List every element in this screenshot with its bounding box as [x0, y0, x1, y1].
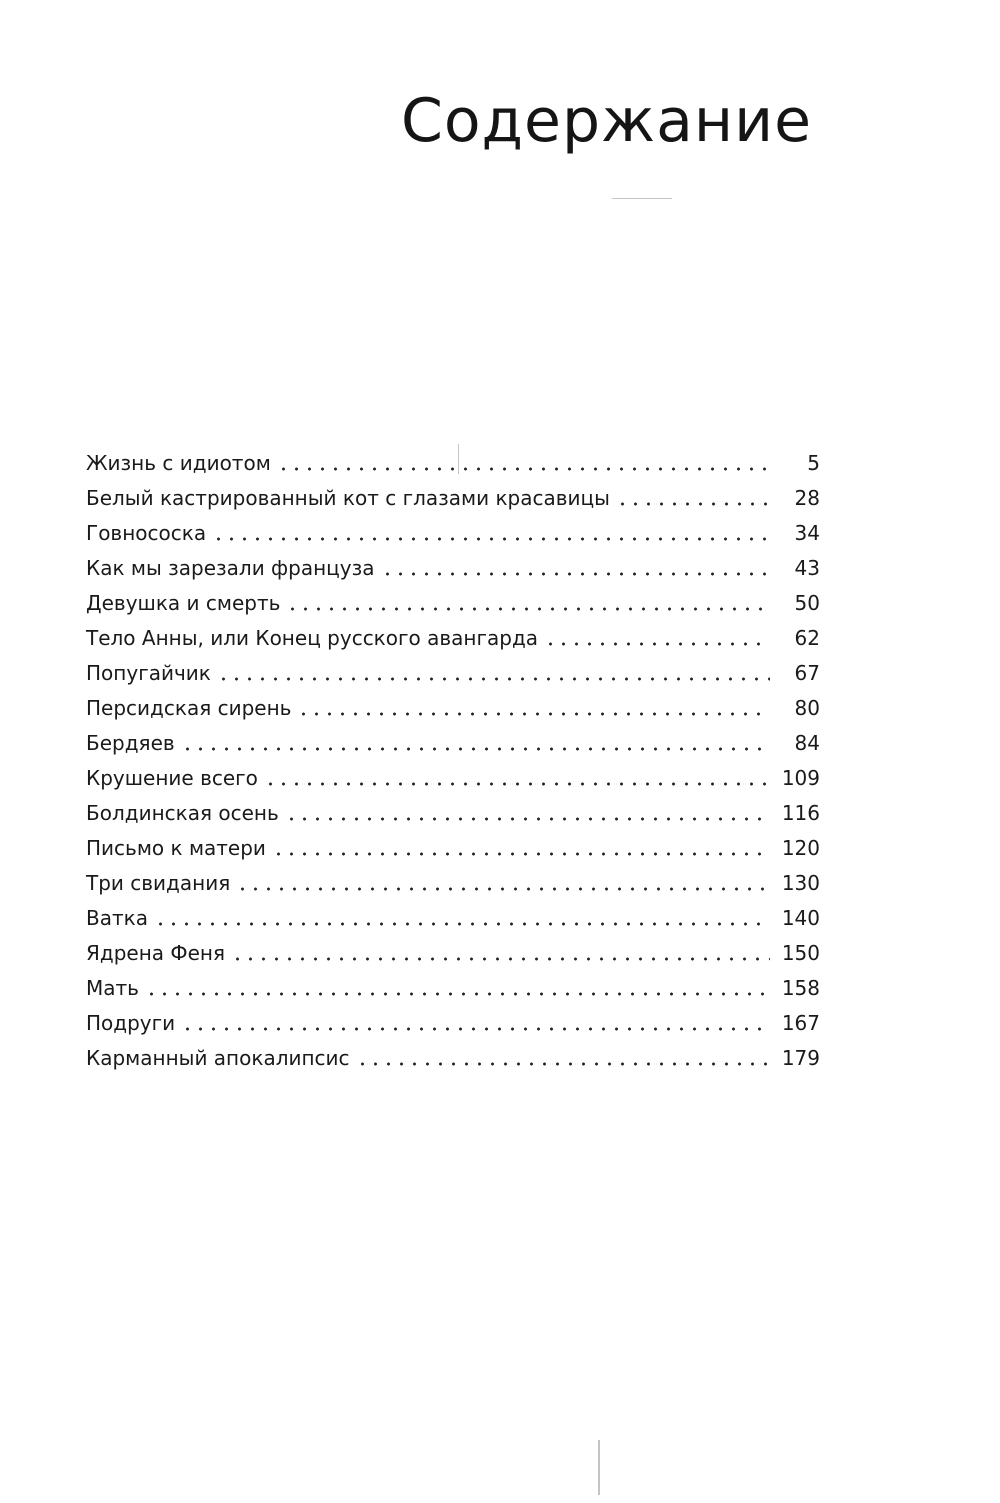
toc-entry-page: 158 [781, 976, 820, 1000]
dot-leader [381, 571, 770, 577]
dot-leader [277, 466, 770, 472]
toc-entry-page: 80 [794, 696, 820, 720]
toc-entry-page: 67 [794, 661, 820, 685]
toc-entry-title: Письмо к матери [86, 836, 266, 860]
dot-leader [145, 991, 770, 997]
toc-entry-page: 28 [794, 486, 820, 510]
toc-entry-title: Карманный апокалипсис [86, 1046, 350, 1070]
toc-entry[interactable] [86, 446, 820, 481]
dot-leader [297, 711, 770, 717]
dot-leader [264, 781, 770, 787]
toc-entry-title: Подруги [86, 1011, 176, 1035]
toc-entry-page: 62 [794, 626, 820, 650]
toc-entry[interactable] [86, 586, 820, 621]
toc-entry-title: Тело Анны, или Конец русского авангарда [86, 626, 539, 650]
toc-entry-page: 150 [781, 941, 820, 965]
table-of-contents [86, 446, 820, 1076]
dot-leader [285, 816, 770, 822]
toc-entry-page: 140 [781, 906, 820, 930]
scan-speck [598, 1440, 600, 1495]
page-title: Содержание [400, 86, 812, 156]
dot-leader [231, 956, 770, 962]
toc-entry-page: 50 [794, 591, 820, 615]
toc-entry[interactable] [86, 936, 820, 971]
toc-entry[interactable] [86, 726, 820, 761]
toc-entry-title: Персидская сирень [86, 696, 292, 720]
toc-entry-page: 167 [781, 1011, 820, 1035]
toc-entry[interactable] [86, 901, 820, 936]
toc-entry[interactable] [86, 691, 820, 726]
toc-entry-title: Три свидания [86, 871, 231, 895]
toc-entry-title: Говнососка [86, 521, 207, 545]
toc-entry-page: 84 [794, 731, 820, 755]
toc-entry[interactable] [86, 831, 820, 866]
toc-entry[interactable] [86, 551, 820, 586]
toc-entry[interactable] [86, 761, 820, 796]
toc-entry-title: Мать [86, 976, 139, 1000]
toc-entry[interactable] [86, 1041, 820, 1076]
dot-leader [356, 1061, 770, 1067]
toc-entry[interactable] [86, 656, 820, 691]
scan-speck [612, 198, 672, 199]
toc-entry-page: 34 [794, 521, 820, 545]
toc-entry[interactable] [86, 1006, 820, 1041]
dot-leader [181, 746, 770, 752]
toc-entry-page: 130 [781, 871, 820, 895]
toc-entry-title: Ватка [86, 906, 148, 930]
dot-leader [236, 886, 770, 892]
toc-entry-title: Ядрена Феня [86, 941, 226, 965]
dot-leader [272, 851, 770, 857]
toc-entry-title: Болдинская осень [86, 801, 279, 825]
toc-entry[interactable] [86, 971, 820, 1006]
toc-entry-title: Крушение всего [86, 766, 258, 790]
toc-entry-title: Жизнь с идиотом [86, 451, 271, 475]
toc-entry[interactable] [86, 481, 820, 516]
toc-entry-page: 179 [781, 1046, 820, 1070]
dot-leader [544, 641, 770, 647]
toc-entry-title: Бердяев [86, 731, 175, 755]
toc-entry-title: Белый кастрированный кот с глазами красавицы [86, 486, 610, 510]
dot-leader [154, 921, 770, 927]
dot-leader [217, 676, 770, 682]
dot-leader [181, 1026, 770, 1032]
toc-entry-title: Попугайчик [86, 661, 211, 685]
toc-entry-page: 109 [781, 766, 820, 790]
toc-entry[interactable] [86, 866, 820, 901]
toc-entry-page: 120 [781, 836, 820, 860]
toc-entry-page: 5 [807, 451, 820, 475]
toc-entry[interactable] [86, 796, 820, 831]
toc-entry-title: Девушка и смерть [86, 591, 281, 615]
toc-entry-page: 116 [781, 801, 820, 825]
toc-entry[interactable] [86, 621, 820, 656]
dot-leader [212, 536, 770, 542]
toc-entry-title: Как мы зарезали француза [86, 556, 375, 580]
dot-leader [286, 606, 770, 612]
toc-entry-page: 43 [794, 556, 820, 580]
toc-entry[interactable] [86, 516, 820, 551]
dot-leader [616, 501, 770, 507]
